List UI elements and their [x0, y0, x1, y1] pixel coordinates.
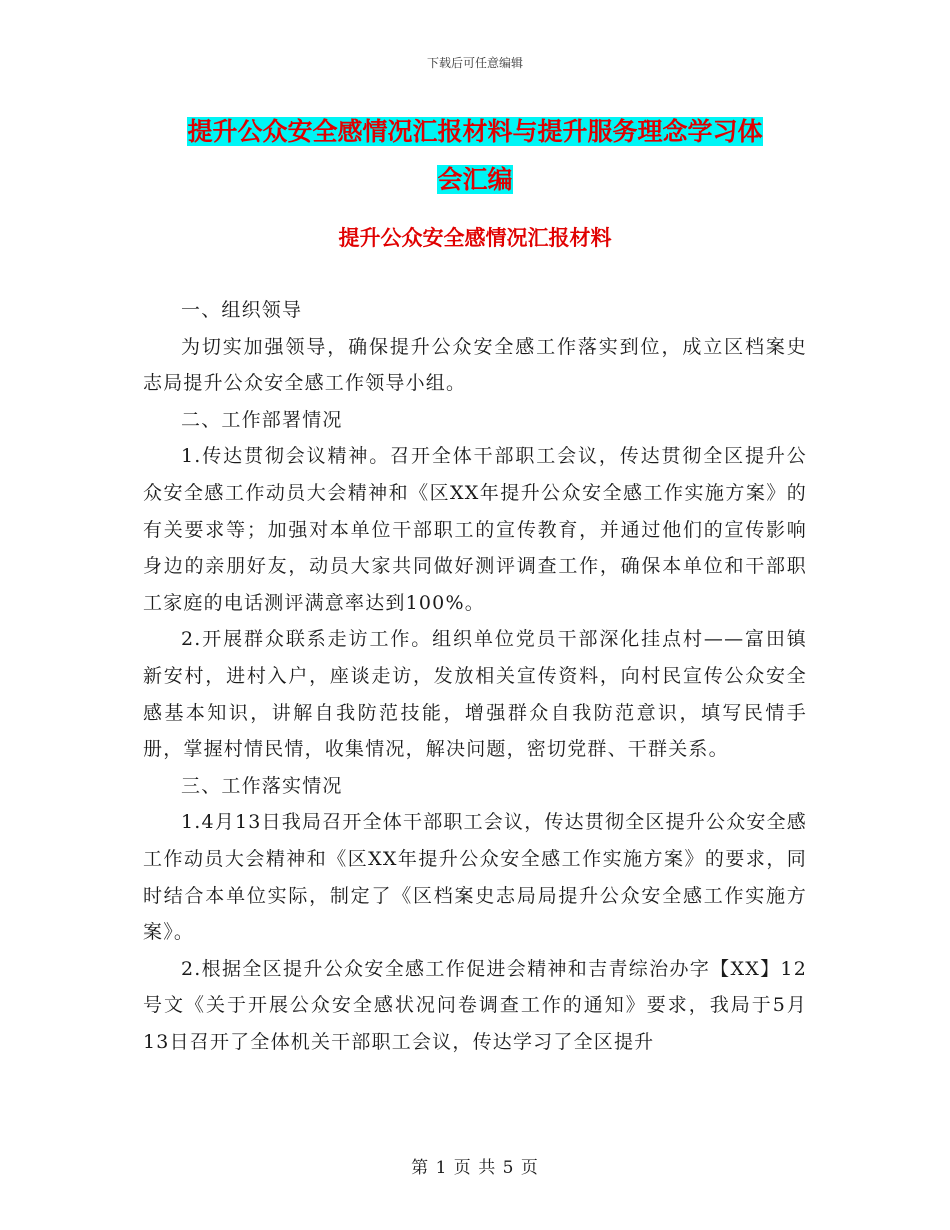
heading-implementation: 三、工作落实情况	[181, 774, 343, 797]
header-note: 下载后可任意编辑	[426, 56, 523, 70]
document-body	[143, 292, 807, 1060]
heading-organization: 一、组织领导	[181, 299, 303, 321]
body-paragraph: 1.传达贯彻会议精神。召开全体干部职工会议，传达贯彻全区提升公众安全感工作动员大会精神和《区XX年提升公众安全感工作实施方案》的有关要求等；加强对本单位干部职工的宣传教育，并通过他们的宣传影响身边的亲朋好友，动员大家共同做好测评调查工作，确保本单位和干部职工家庭的电话测评满意率达到100%。	[143, 445, 807, 614]
page-footer: 第 1 页 共 5 页	[411, 1158, 539, 1178]
body-paragraph: 为切实加强领导，确保提升公众安全感工作落实到位，成立区档案史志局提升公众安全感工作领导小组。	[143, 335, 807, 395]
body-paragraph: 2.开展群众联系走访工作。组织单位党员干部深化挂点村——富田镇新安村，进村入户，座谈走访，发放相关宣传资料，向村民宣传公众安全感基本知识，讲解自我防范技能，增强群众自我防范意识，填写民情手册，掌握村情民情，收集情况，解决问题，密切党群、干群关系。	[143, 628, 807, 761]
document-title-line2: 会汇编	[437, 165, 513, 194]
body-paragraph: 2.根据全区提升公众安全感工作促进会精神和吉青综治办字【XX】12号文《关于开展公众安全感状况问卷调查工作的通知》要求，我局于5月13日召开了全体机关干部职工会议，传达学习了全区提升	[143, 957, 807, 1053]
document-title	[140, 108, 810, 204]
document-title-line1: 提升公众安全感情况汇报材料与提升服务理念学习体	[187, 117, 763, 146]
heading-deployment: 二、工作部署情况	[181, 408, 343, 431]
body-paragraph: 1.4月13日我局召开全体干部职工会议，传达贯彻全区提升公众安全感工作动员大会精神和《区XX年提升公众安全感工作实施方案》的要求，同时结合本单位实际，制定了《区档案史志局局提升公众安全感工作实施方案》。	[143, 811, 807, 944]
section-title: 提升公众安全感情况汇报材料	[338, 225, 612, 250]
